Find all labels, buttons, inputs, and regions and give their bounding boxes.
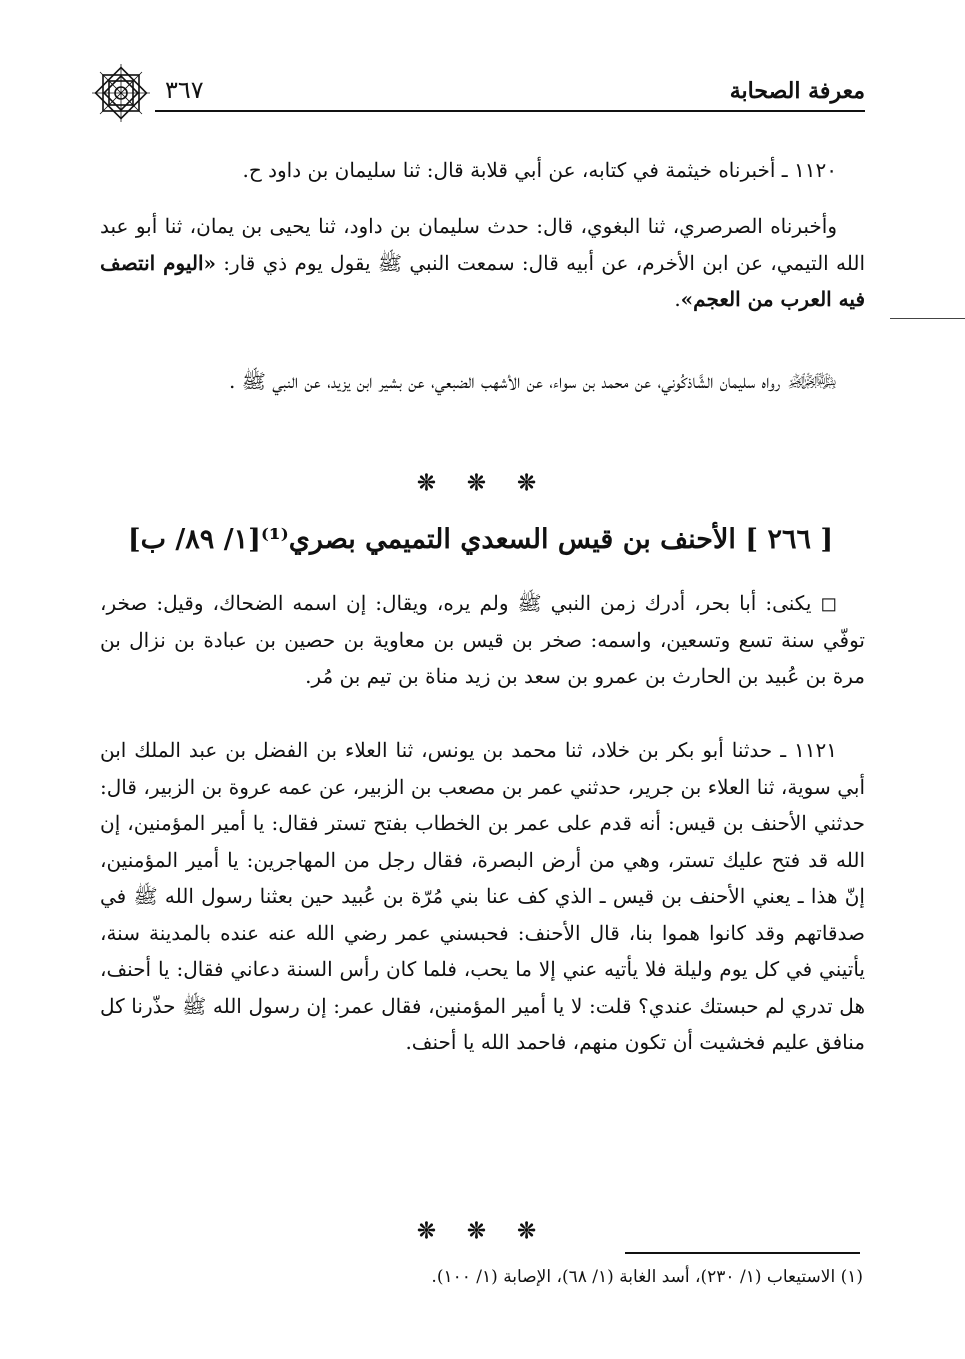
page-header xyxy=(90,48,865,138)
entry-heading: [ ٢٦٦ ] الأحنف بن قيس السعدي التميمي بصري⁽¹⁾[١/ ٨٩/ ب] xyxy=(127,524,834,555)
footnote: (١) الاستيعاب (١/ ٢٣٠)، أسد الغابة (١/ ٦٨)، الإصابة (١/ ١٠٠). xyxy=(431,1267,863,1287)
header-rule xyxy=(155,110,865,112)
footnote-rule xyxy=(625,1252,860,1254)
isnad-end: . xyxy=(674,287,681,311)
hadith-matn: «اليوم انتصف فيه العرب من العجم» xyxy=(100,250,865,311)
isnad-text: وأخبرناه الصرصري، ثنا البغوي، قال: حدث سليمان بن داود، ثنا يحيى بن يمان، ثنا أبو عبد الله التيمي، عن ابن الأخرم، عن أبيه قال: سمعت النبي ﷺ يقول يوم ذي قار: xyxy=(100,214,865,275)
hadith-1121: ١١٢١ ـ حدثنا أبو بكر بن خلاد، ثنا محمد بن يونس، ثنا العلاء بن الفضل بن عبد الملك ابن أبي سوية، ثنا العلاء بن جرير، حدثني عمر بن مصعب بن الزبير، عن عمه عروة بن الزبير، قال: حدثني الأحنف بن قيس: أنه قدم على عمر بن الخطاب بفتح تستر فقال: يا أمير المؤمنين، إن الله قد فتح عليك تستر، وهي من أرض البصرة، فقال رجل من المهاجرين: يا أمير المؤمنين، إنّ هذا ـ يعني الأحنف بن قيس ـ الذي كف عنا بني مُرّة بن عُبيد حين بعثنا رسول الله ﷺ في صدقاتهم وقد كانوا هموا بنا، قال الأحنف: فحبسني عمر رضي الله عنه عنده بالمدينة سنة، يأتيني في كل يوم وليلة فلا يأتيه عني إلا ما يحب، فلما كان رأس السنة دعاني فقال: يا أحنف، هل تدري لم حبستك عندي؟ قلت: لا يا أمير المؤمنين، فقال عمر: إن رسول الله ﷺ حذّرنا كل منافق عليم فخشيت أن تكون منهم، فاحمد الله يا أحنف. xyxy=(100,738,866,1054)
section-divider-2: ❊ ❊ ❊ xyxy=(417,1218,548,1244)
margin-mark xyxy=(890,318,965,319)
isnad-paragraph xyxy=(100,208,865,318)
book-title: معرفة الصحابة xyxy=(729,78,865,104)
star-ornament-icon xyxy=(90,62,152,124)
riwaya-note: ﷽ رواه سليمان الشَّاذكُوني، عن محمد بن سواء، عن الأشهب الضبعي، عن بشير ابن يزيد، عن النبي ﷺ . xyxy=(229,369,837,393)
hadith-1120: ١١٢٠ ـ أخبرناه خيثمة في كتابه، عن أبي قلابة قال: ثنا سليمان بن داود ح. xyxy=(242,158,837,182)
section-divider: ❊ ❊ ❊ xyxy=(417,470,548,496)
biography-paragraph: ◻ يكنى: أبا بحر، أدرك زمن النبي ﷺ ولم يره، ويقال: إن اسمه الضحاك، وقيل: صخر، توفّي سنة تسع وتسعين، واسمه: صخر بن قيس بن معاوية بن حصين بن عبادة بن نزال بن مرة بن عُبيد بن الحارث بن عمرو بن سعد بن زيد مناة بن تيم بن مُر. xyxy=(100,591,865,688)
page-number: ٣٦٧ xyxy=(165,76,204,104)
